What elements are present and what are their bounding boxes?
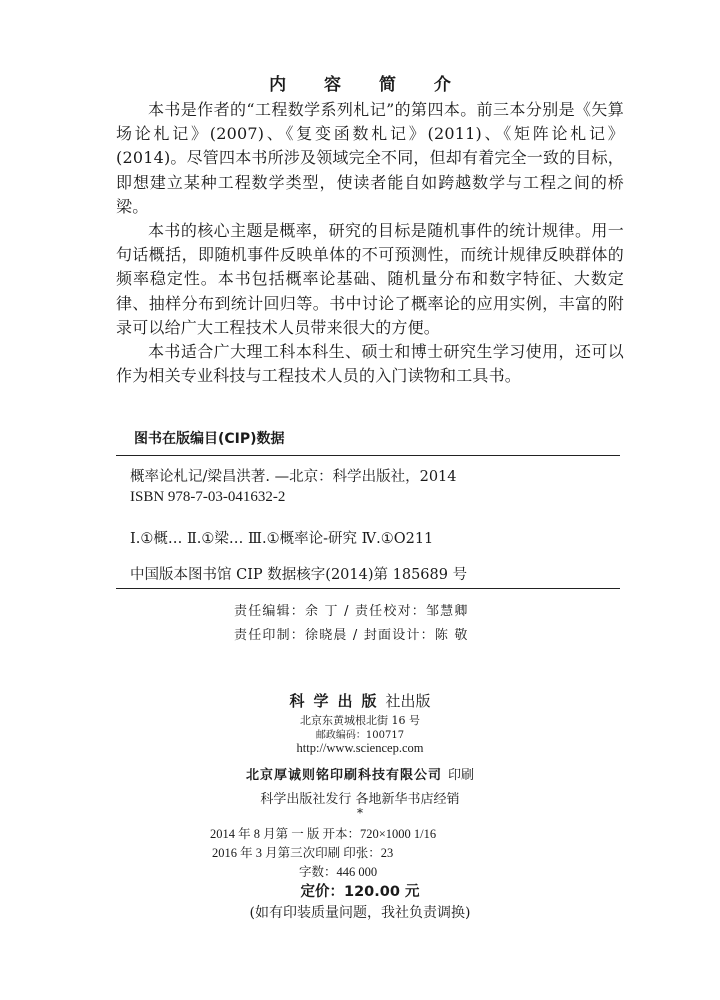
cip-bibliographic-line: 概率论札记/梁昌洪著. —北京：科学出版社，2014 (130, 469, 457, 485)
quality-note: (如有印装质量问题，我社负责调换) (249, 905, 471, 921)
cip-classification: Ⅰ.①概… Ⅱ.①梁… Ⅲ.①概率论-研究 Ⅳ.①O211 (130, 531, 434, 547)
cip-record-number: 中国版本图书馆 CIP 数据核字(2014)第 185689 号 (130, 567, 468, 583)
intro-paragraph: 本书适合广大理工科本科生、硕士和博士研究生学习使用，还可以作为相关专业科技与工程技术人员的入门读物和工具书。 (116, 342, 624, 386)
intro-title: 内 容 简 介 (269, 75, 467, 95)
cip-bottom-rule (116, 588, 620, 589)
responsibility-line-editors: 责任编辑：余 丁 / 责任校对：邹慧卿 (234, 604, 469, 619)
impression-line: 2016 年 3 月第三次印刷 印张：23 (212, 846, 394, 860)
printer-line (0, 764, 720, 783)
intro-body (116, 98, 624, 388)
publisher-name: 科学出版 (289, 692, 386, 710)
separator-asterisk: * (357, 806, 363, 820)
publisher-suffix: 社出版 (385, 692, 431, 710)
cip-top-rule (116, 455, 620, 456)
publisher-url: http://www.sciencep.com (296, 741, 424, 755)
intro-paragraph: 本书是作者的“工程数学系列札记”的第四本。前三本分别是《矢算场论札记》(2007)、《复变函数札记》(2011)、《矩阵论札记》(2014)。尽管四本书所涉及领域完全不同，但却有着完全一致的目标，即想建立某种工程数学类型，使读者能自如跨越数学与工程之间的桥梁。 (116, 100, 625, 216)
price: 定价：120.00 元 (300, 884, 420, 900)
printer-suffix: 印刷 (448, 768, 475, 783)
distribution-line: 科学出版社发行 各地新华书店经销 (260, 792, 460, 807)
printer-name: 北京厚诚则铭印刷科技有限公司 (245, 768, 442, 783)
cip-isbn: ISBN 978-7-03-041632-2 (130, 489, 286, 505)
cip-heading: 图书在版编目(CIP)数据 (134, 431, 285, 447)
edition-line: 2014 年 8 月第 一 版 开本：720×1000 1/16 (210, 827, 437, 841)
publisher-address: 北京东黄城根北街 16 号 (300, 714, 420, 727)
word-count: 字数：446 000 (299, 865, 378, 879)
publisher-postcode: 邮政编码：100717 (315, 730, 405, 741)
responsibility-line-production: 责任印制：徐晓晨 / 封面设计：陈 敬 (234, 628, 469, 643)
intro-paragraph: 本书的核心主题是概率，研究的目标是随机事件的统计规律。用一句话概括，即随机事件反映单体的不可预测性，而统计规律反映群体的频率稳定性。本书包括概率论基础、随机量分布和数字特征、大数定律、抽样分布到统计回归等。书中讨论了概率论的应用实例，丰富的附录可以给广大工程技术人员带来很大的方便。 (116, 221, 624, 337)
publisher-line (0, 690, 720, 711)
